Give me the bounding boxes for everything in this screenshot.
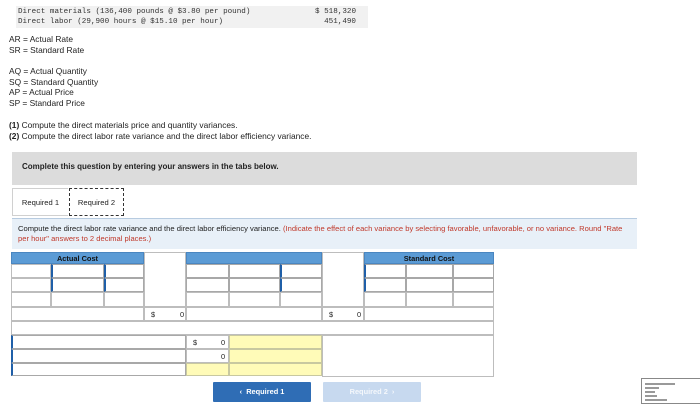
variance-2-value: 0: [221, 352, 226, 361]
previous-button-label: Required 1: [246, 387, 285, 396]
question-list: [9, 120, 311, 141]
next-button[interactable]: [323, 382, 421, 402]
middle-cell: [186, 292, 229, 307]
middle-cell: [229, 292, 280, 307]
standard-total-cell: [364, 307, 494, 321]
standard-cost-cell: [453, 292, 494, 307]
actual-cost-cell: [104, 292, 144, 307]
spacer-cell: [322, 252, 364, 307]
actual-cost-header-label: Actual Cost: [56, 254, 99, 263]
instructions-banner: [12, 152, 637, 185]
standard-total-currency: $: [329, 310, 334, 319]
thumbnail-line: [645, 399, 667, 401]
actual-total-amount: [144, 307, 186, 321]
actual-total-currency: $: [151, 310, 156, 319]
standard-cost-cell: [406, 292, 453, 307]
actual-rate-input[interactable]: [51, 278, 104, 292]
middle-input[interactable]: [229, 264, 280, 278]
variance-1-value: 0: [221, 338, 226, 347]
standard-rate-input[interactable]: [406, 264, 453, 278]
spacer-row: [11, 321, 494, 335]
thumbnail-line: [645, 383, 675, 385]
total-variance-effect-select[interactable]: [229, 363, 322, 376]
abbr-sr: SR = Standard Rate: [9, 44, 85, 55]
given-row-labor: [18, 17, 366, 27]
actual-cost-cell: [11, 292, 51, 307]
standard-cost-header-label: Standard Cost: [403, 254, 455, 263]
given-amount-materials: $ 518,320: [314, 8, 356, 16]
actual-quantity-input[interactable]: [51, 264, 104, 278]
variance-1-effect-select[interactable]: [229, 335, 322, 349]
total-variance-label-select[interactable]: [11, 363, 186, 376]
standard-cost-input[interactable]: [453, 264, 494, 278]
tab-required-2[interactable]: Required 2: [69, 188, 124, 216]
question-2: [9, 131, 311, 142]
middle-input[interactable]: [280, 264, 322, 278]
thumbnail-line: [645, 395, 657, 397]
given-data-table: [16, 6, 368, 28]
actual-cost-header: [11, 252, 144, 264]
tab-required-1[interactable]: Required 1: [12, 188, 68, 216]
spacer-cell: [144, 252, 186, 307]
abbr-aq: AQ = Actual Quantity: [9, 66, 87, 76]
page-thumbnail[interactable]: [641, 378, 700, 404]
given-label-materials: Direct materials (136,400 pounds @ $3.80 per pound): [18, 8, 251, 16]
actual-cost-cell: [51, 292, 104, 307]
question-1-number: (1): [9, 120, 20, 130]
question-1-text: Compute the direct materials price and quantity variances.: [19, 120, 238, 130]
actual-cost-cell: [11, 278, 51, 292]
thumbnail-line: [645, 391, 655, 393]
variance-2-effect-select[interactable]: [229, 349, 322, 363]
middle-total-cell: [186, 307, 322, 321]
actual-cost-input[interactable]: [104, 264, 144, 278]
variance-grid: [11, 252, 494, 376]
given-amount-labor: 451,490: [324, 18, 356, 26]
variance-1-label-select[interactable]: [11, 335, 186, 349]
standard-cost-input[interactable]: [453, 278, 494, 292]
chevron-left-icon: ‹: [239, 387, 247, 396]
abbr-ar: AR = Actual Rate: [9, 34, 74, 44]
abbr-sp: SP = Standard Price: [9, 97, 85, 108]
variance-2-amount: [186, 349, 229, 363]
question-instruction: [12, 218, 637, 249]
variance-1-currency: $: [193, 338, 198, 347]
total-variance-amount[interactable]: [186, 363, 229, 376]
thumbnail-line: [645, 387, 659, 389]
banner-text: Complete this question by entering your answers in the tabs below.: [22, 162, 279, 171]
quantity-price-abbreviations: [9, 66, 98, 108]
instruction-main: Compute the direct labor rate variance and the direct labor efficiency variance.: [18, 224, 283, 233]
question-2-text: Compute the direct labor rate variance and the direct labor efficiency variance.: [19, 130, 312, 141]
actual-cost-input[interactable]: [104, 278, 144, 292]
middle-block-header: [186, 252, 322, 264]
standard-quantity-input[interactable]: [364, 264, 406, 278]
standard-cost-header: [364, 252, 494, 264]
middle-cell: [280, 292, 322, 307]
given-row-materials: [18, 7, 366, 17]
chevron-right-icon: ›: [387, 387, 395, 396]
question-1: [9, 120, 311, 131]
variance-2-label-select[interactable]: [11, 349, 186, 363]
standard-cost-cell: [364, 292, 406, 307]
variance-empty-cell: [322, 335, 494, 377]
abbr-ap: AP = Actual Price: [9, 87, 74, 97]
standard-rate-input[interactable]: [406, 278, 453, 292]
next-button-label: Required 2: [349, 387, 388, 396]
standard-total-amount: [322, 307, 364, 321]
previous-button[interactable]: [213, 382, 311, 402]
abbr-sq: SQ = Standard Quantity: [9, 76, 99, 87]
middle-input[interactable]: [280, 278, 322, 292]
actual-cost-cell: [11, 264, 51, 278]
actual-total-cell: [11, 307, 144, 321]
variance-1-amount: [186, 335, 229, 349]
standard-quantity-input[interactable]: [364, 278, 406, 292]
actual-total-value: 0: [180, 310, 185, 319]
given-label-labor: Direct labor (29,900 hours @ $15.10 per hour): [18, 18, 224, 26]
middle-input[interactable]: [186, 278, 229, 292]
standard-total-value: 0: [357, 310, 362, 319]
middle-input[interactable]: [229, 278, 280, 292]
instruction-note: (Indicate the effect of each variance by selecting favorable, unfavorable, or no variance. Round "Rate per hour" answers to 2 decimal places.): [18, 224, 623, 243]
question-2-number: (2): [9, 130, 20, 141]
middle-input[interactable]: [186, 264, 229, 278]
rate-abbreviations: [9, 34, 84, 55]
